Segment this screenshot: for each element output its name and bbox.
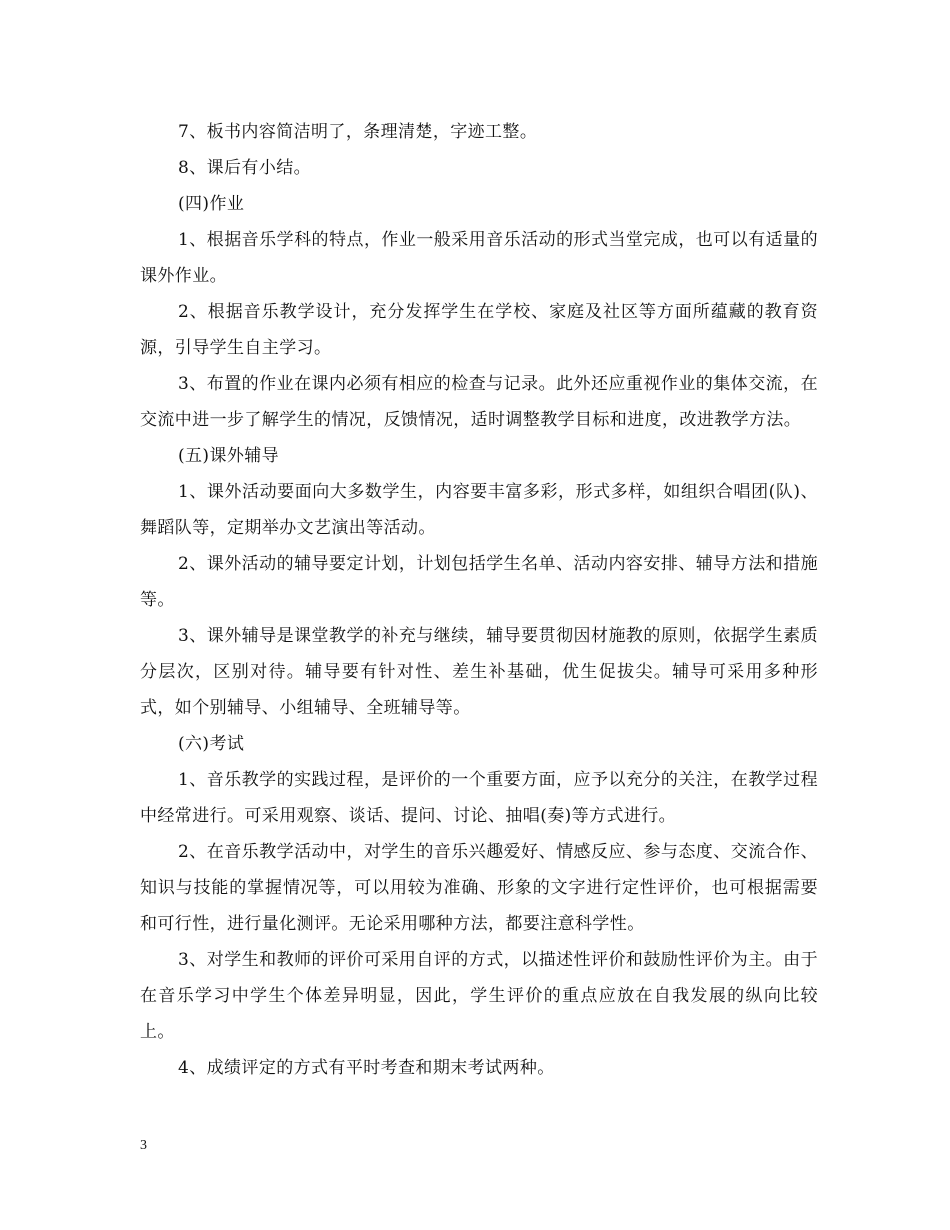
section-heading-exam: (六)考试 [178,734,245,754]
paragraph-item-7: 7、板书内容简洁明了，条理清楚，字迹工整。 [178,122,538,142]
paragraph-extracurricular-2: 2、课外活动的辅导要定计划，计划包括学生名单、活动内容安排、辅导方法和措施等。 [140,554,818,610]
paragraph-exam-3: 3、对学生和教师的评价可采用自评的方式，以描述性评价和鼓励性评价为主。由于在音乐学习中学生个体差异明显，因此，学生评价的重点应放在自我发展的纵向比较上。 [140,950,818,1042]
paragraph-exam-4: 4、成绩评定的方式有平时考查和期末考试两种。 [178,1058,555,1078]
section-heading-homework: (四)作业 [178,194,245,214]
paragraph-item-8: 8、课后有小结。 [178,158,312,178]
paragraph-extracurricular-1: 1、课外活动要面向大多数学生，内容要丰富多彩，形式多样，如组织合唱团(队)、舞蹈队等，定期举办文艺演出等活动。 [140,482,818,538]
document-body [140,114,818,1086]
paragraph-exam-2: 2、在音乐教学活动中，对学生的音乐兴趣爱好、情感反应、参与态度、交流合作、知识与技能的掌握情况等，可以用较为准确、形象的文字进行定性评价，也可根据需要和可行性，进行量化测评。无论采用哪种方法，都要注意科学性。 [140,842,818,934]
paragraph-homework-1: 1、根据音乐学科的特点，作业一般采用音乐活动的形式当堂完成，也可以有适量的课外作业。 [140,230,818,286]
section-heading-extracurricular: (五)课外辅导 [178,446,280,466]
paragraph-exam-1: 1、音乐教学的实践过程，是评价的一个重要方面，应予以充分的关注，在教学过程中经常进行。可采用观察、谈话、提问、讨论、抽唱(奏)等方式进行。 [140,770,818,826]
paragraph-homework-3: 3、布置的作业在课内必须有相应的检查与记录。此外还应重视作业的集体交流，在交流中进一步了解学生的情况，反馈情况，适时调整教学目标和进度，改进教学方法。 [140,374,818,430]
paragraph-homework-2: 2、根据音乐教学设计，充分发挥学生在学校、家庭及社区等方面所蕴藏的教育资源，引导学生自主学习。 [140,302,818,358]
page-number: 3 [140,1138,147,1153]
paragraph-extracurricular-3: 3、课外辅导是课堂教学的补充与继续，辅导要贯彻因材施教的原则，依据学生素质分层次，区别对待。辅导要有针对性、差生补基础，优生促拔尖。辅导可采用多种形式，如个别辅导、小组辅导、全班辅导等。 [140,626,818,718]
